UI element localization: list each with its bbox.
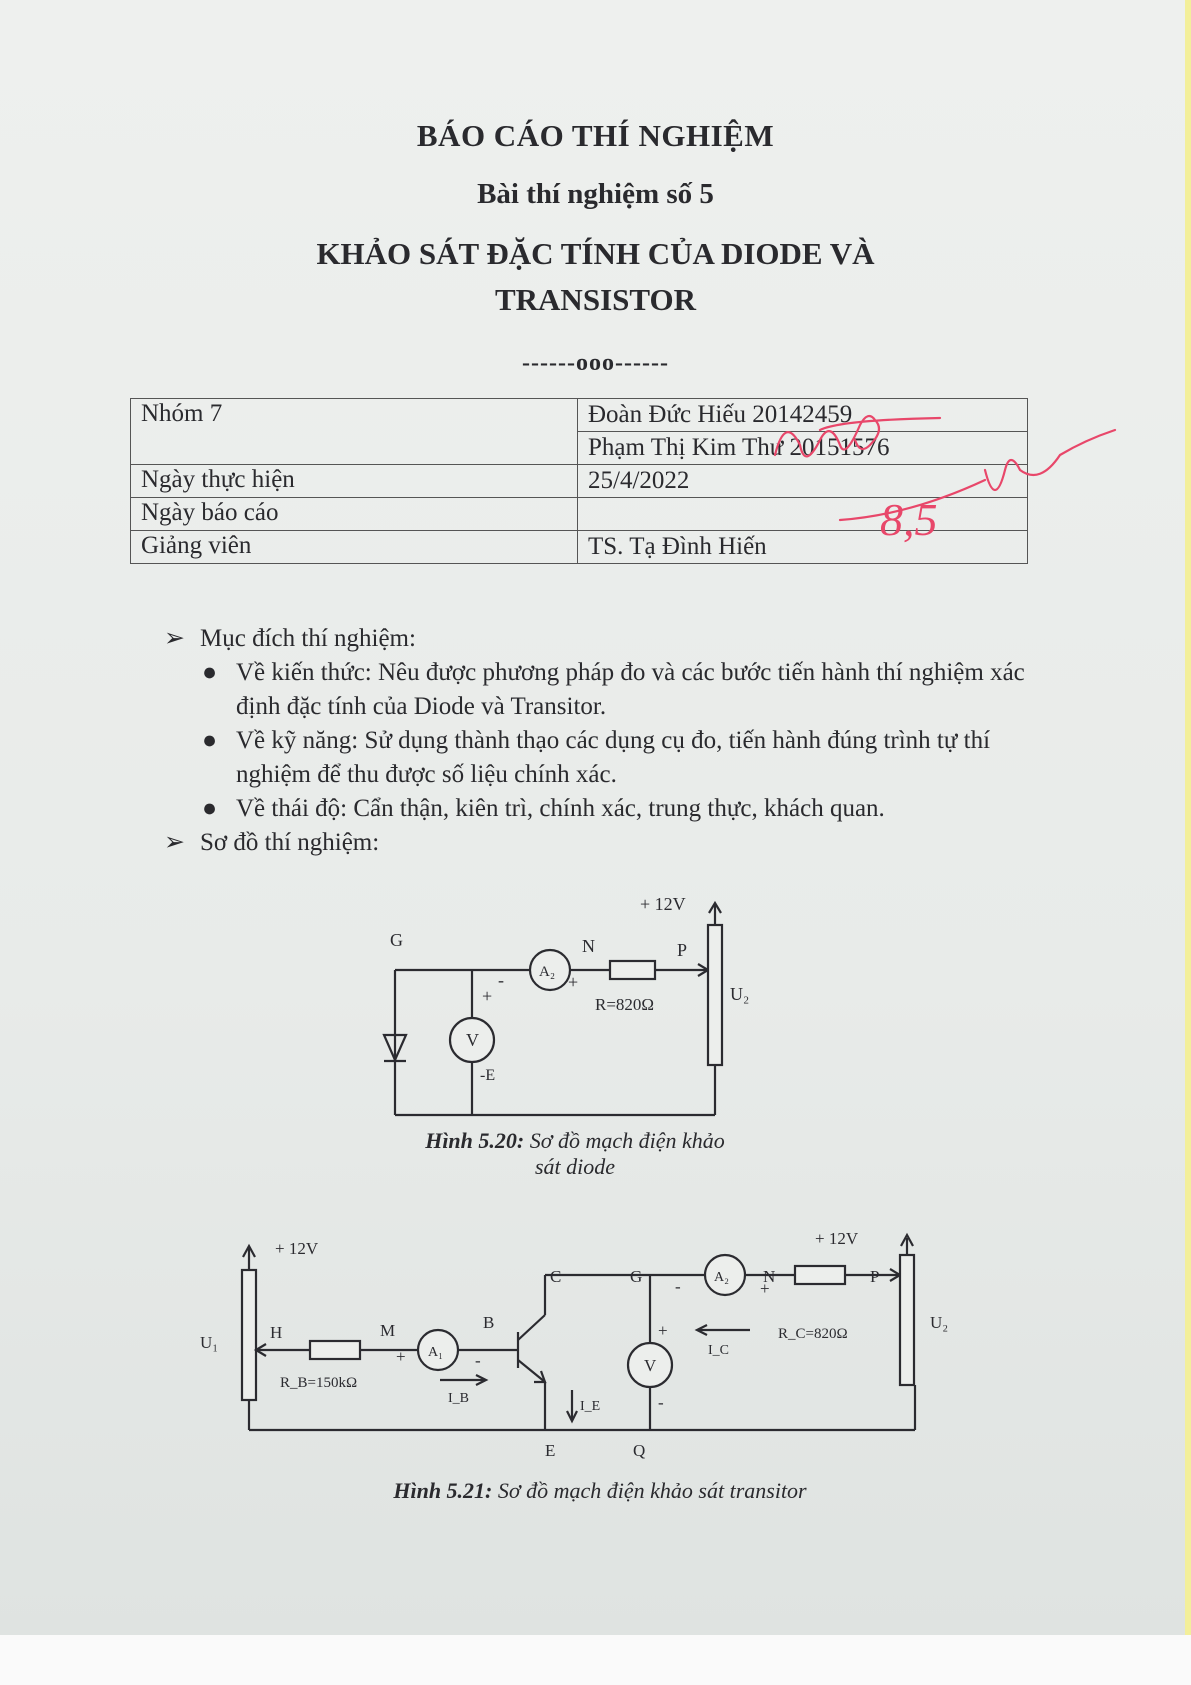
date-label: Ngày thực hiện: [131, 465, 578, 498]
bullet-attitude: ● Về thái độ: Cẩn thận, kiên trì, chính xác, trung thực, khách quan.: [160, 792, 1040, 826]
label-plus-v: +: [482, 986, 493, 1006]
resistor-rb: [310, 1341, 360, 1359]
label-minus-e: -E: [480, 1067, 496, 1084]
label-supply-right: + 12V: [815, 1230, 859, 1248]
label-supply-left: + 12V: [275, 1239, 319, 1258]
handwritten-annotations: [0, 0, 1191, 600]
bullet-dot-icon: ●: [202, 727, 218, 754]
member-2: Phạm Thị Kim Thư 20151576: [578, 432, 1028, 465]
arrow-bullet-icon: ➢: [164, 625, 185, 652]
label-v: V: [644, 1356, 657, 1375]
label-n: N: [763, 1267, 776, 1286]
teacher-value: TS. Tạ Đình Hiến: [578, 531, 1028, 564]
label-minus-v: -: [658, 1393, 664, 1412]
potentiometer-u2: [708, 925, 722, 1065]
resistor-rc: [795, 1266, 845, 1284]
label-rc: R_C=820Ω: [778, 1326, 848, 1342]
label-rb: R_B=150kΩ: [280, 1375, 358, 1391]
arrow-bullet-icon: ➢: [164, 829, 185, 856]
teacher-label: Giảng viên: [131, 531, 578, 564]
label-b: B: [483, 1313, 495, 1332]
label-plus-a2: +: [760, 1279, 770, 1298]
bottom-margin: [0, 1635, 1191, 1685]
resistor-r: [610, 961, 655, 979]
bullet-dot-icon: ●: [202, 659, 218, 686]
date-value: 25/4/2022: [578, 465, 1028, 498]
group-label: Nhóm 7: [131, 399, 578, 465]
member-1: Đoàn Đức Hiếu 20142459: [578, 399, 1028, 432]
label-plus-a1: +: [396, 1347, 406, 1366]
label-n: N: [582, 936, 595, 956]
label-ic: I_C: [708, 1343, 729, 1358]
handwritten-score: 8,5: [880, 494, 938, 545]
label-minus-a2: -: [498, 970, 504, 990]
figure1-caption-text2: sát diode: [534, 1154, 616, 1179]
figure2-caption: [300, 1478, 900, 1504]
label-ib: I_B: [448, 1391, 469, 1406]
bullet-dot-icon: ●: [202, 795, 218, 822]
label-c: C: [550, 1267, 562, 1286]
label-g: G: [630, 1267, 643, 1286]
report-title: BÁO CÁO THÍ NGHIỆM: [416, 118, 775, 153]
label-minus-a1: -: [475, 1351, 481, 1370]
label-p: P: [870, 1267, 880, 1286]
lab-number: Bài thí nghiệm số 5: [477, 178, 714, 210]
figure2-caption-label: Hình 5.21:: [393, 1478, 493, 1503]
label-g: G: [390, 930, 403, 950]
grade-signature-scribble: [985, 430, 1115, 490]
figure1-caption-label: Hình 5.20:: [425, 1128, 525, 1153]
title-divider: ------ooo------: [522, 350, 669, 376]
label-plus-a2: +: [568, 972, 579, 992]
label-u2: U₂: [930, 1313, 949, 1332]
transistor-emitter: [518, 1360, 545, 1382]
label-supply: + 12V: [640, 894, 686, 914]
topic-title-line1: KHẢO SÁT ĐẶC TÍNH CỦA DIODE VÀ: [316, 236, 875, 271]
bullet-skills: ● Về kỹ năng: Sử dụng thành thạo các dụng cụ đo, tiến hành đúng trình tự thí nghiệm để thu được số liệu chính xác.: [160, 724, 1040, 792]
figure2-caption-text: Sơ đồ mạch điện khảo sát transitor: [497, 1478, 807, 1503]
label-minus-a2: -: [675, 1277, 681, 1296]
label-u2: U₂: [730, 984, 750, 1004]
diode-circuit-diagram: [370, 890, 750, 1130]
label-u1: U₁: [200, 1333, 219, 1352]
diagram-heading: ➢ Sơ đồ thí nghiệm:: [160, 826, 1040, 860]
transistor-collector: [518, 1315, 545, 1340]
bullet-knowledge: ● Về kiến thức: Nêu được phương pháp đo và các bước tiến hành thí nghiệm xác định đặc tính của Diode và Transitor.: [160, 656, 1040, 724]
purpose-heading: ➢ Mục đích thí nghiệm:: [160, 622, 1040, 656]
label-q: Q: [633, 1441, 646, 1460]
signature-scribble: [775, 416, 940, 456]
label-ie: I_E: [580, 1399, 601, 1414]
label-e: E: [545, 1441, 556, 1460]
transistor-circuit-diagram: [200, 1230, 980, 1470]
label-r: R=820Ω: [595, 995, 655, 1014]
label-v: V: [466, 1030, 479, 1050]
figure1-caption-text1: Sơ đồ mạch điện khảo: [529, 1128, 725, 1153]
potentiometer-u2: [900, 1255, 914, 1385]
label-a2: A₂: [539, 964, 556, 980]
topic-title-line2: TRANSISTOR: [494, 282, 696, 317]
label-plus-v: +: [658, 1321, 668, 1340]
content-section: [160, 622, 1040, 860]
label-p: P: [677, 940, 688, 960]
report-date-label: Ngày báo cáo: [131, 498, 578, 531]
figure1-caption: [385, 1128, 765, 1180]
label-a1: A₁: [428, 1345, 443, 1360]
label-m: M: [380, 1321, 396, 1340]
potentiometer-u1: [242, 1270, 256, 1400]
label-h: H: [270, 1323, 283, 1342]
label-a2: A₂: [714, 1270, 729, 1285]
